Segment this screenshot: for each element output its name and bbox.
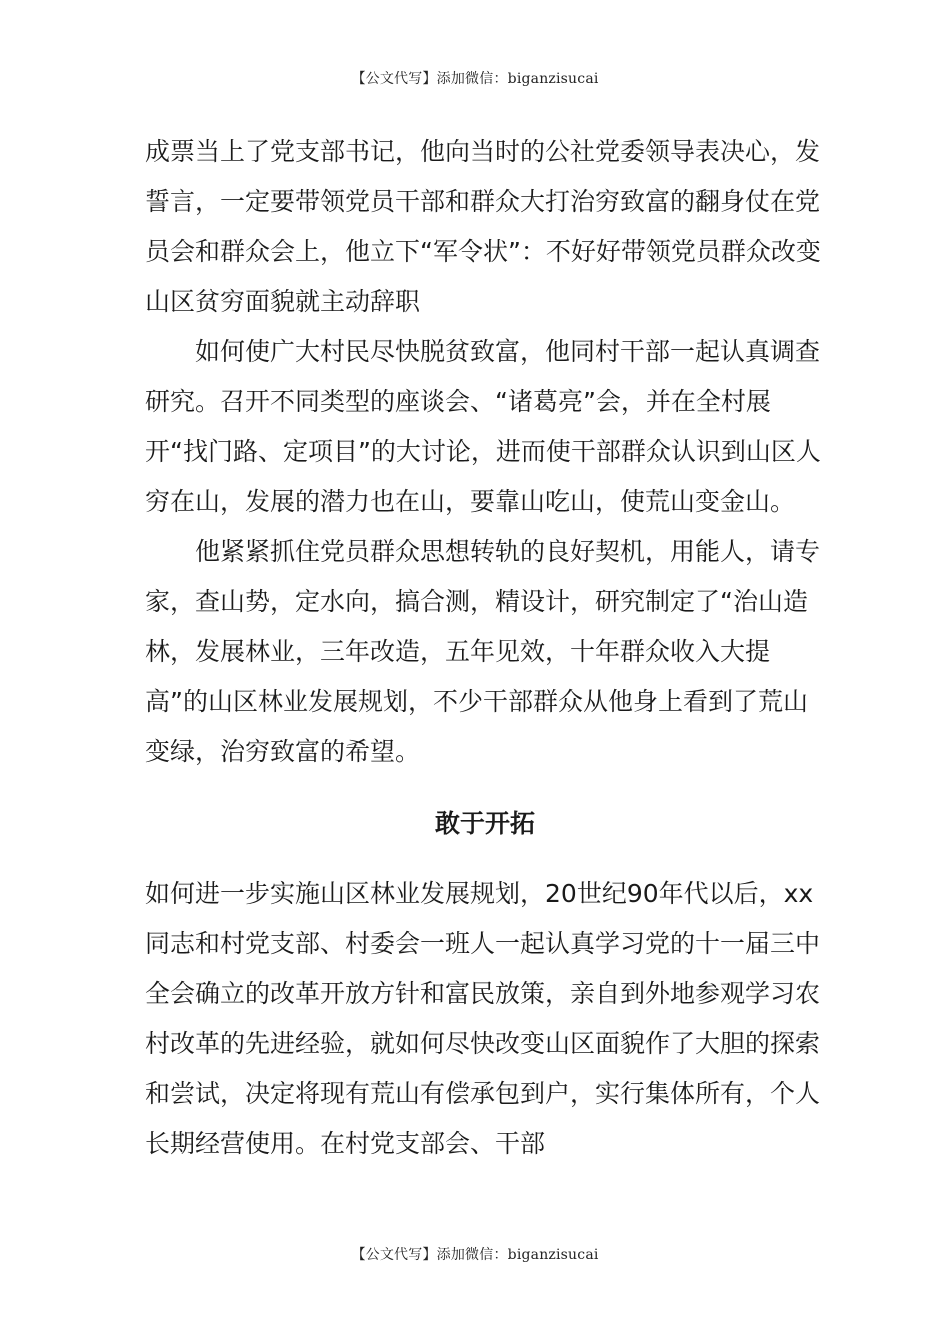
paragraph-1: 成票当上了党支部书记，他向当时的公社党委领导表决心，发誓言，一定要带领党员干部和群众大打治穷致富的翻身仗在党员会和群众会上，他立下“军令状”：不好好带领党员群众改变山区贫穷面貌就主动辞职	[145, 137, 821, 316]
section-title: 敢于开拓	[434, 809, 535, 838]
paragraph-4: 如何进一步实施山区林业发展规划，20世纪90年代以后，xx同志和村党支部、村委会一班人一起认真学习党的十一届三中全会确立的改革开放方针和富民放策，亲自到外地参观学习农村改革的先进经验，就如何尽快改变山区面貌作了大胆的探索和尝试，决定将现有荒山有偿承包到户，实行集体所有，个人长期经营使用。在村党支部会、干部	[145, 879, 821, 1158]
page-header: 【公文代写】添加微信：biganzisucai	[351, 71, 599, 87]
paragraph-3: 他紧紧抓住党员群众思想转轨的良好契机，用能人，请专家，查山势，定水向，搞合测，精设计，研究制定了“治山造林，发展林业，三年改造，五年见效，十年群众收入大提高”的山区林业发展规划，不少干部群众从他身上看到了荒山变绿，治穷致富的希望。	[145, 537, 821, 766]
document-body	[145, 127, 825, 1169]
paragraph-2: 如何使广大村民尽快脱贫致富，他同村干部一起认真调查研究。召开不同类型的座谈会、“诸葛亮”会，并在全村展开“找门路、定项目”的大讨论，进而使干部群众认识到山区人穷在山，发展的潜力也在山，要靠山吃山，使荒山变金山。	[145, 337, 821, 516]
page-footer: 【公文代写】添加微信：biganzisucai	[351, 1247, 599, 1263]
